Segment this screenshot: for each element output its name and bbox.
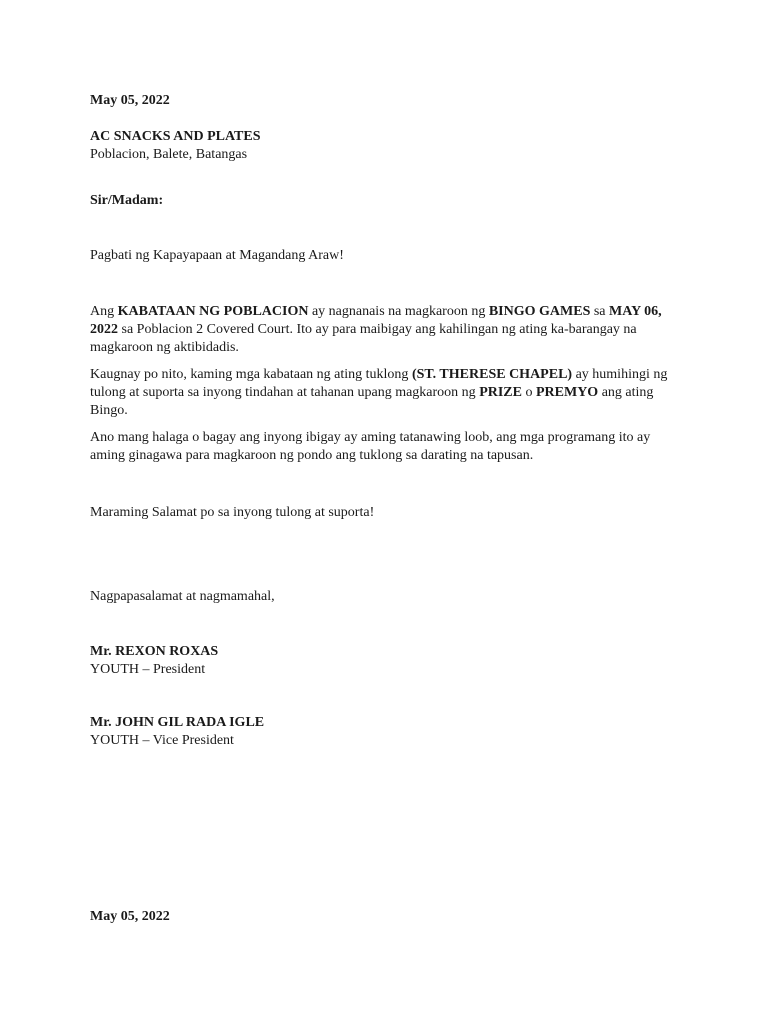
paragraph-2: Kaugnay po nito, kaming mga kabataan ng ating tuklong (ST. THERESE CHAPEL) ay humihingi ng tulong at suporta sa inyong tindahan at tahanan upang magkaroon ng PRIZE o PREMYO ang ating Bingo.: [90, 367, 668, 418]
event-date: MAY 06, 2022: [90, 304, 662, 337]
organization-name: KABATAAN NG POBLACION: [117, 304, 309, 319]
paragraph-1: Ang KABATAAN NG POBLACION ay nagnanais na magkaroon ng BINGO GAMES sa MAY 06, 2022 sa Poblacion 2 Covered Court. Ito ay para maibigay ang kahilingan ng ating ka-barangay na magkaroon ng aktibidadis.: [90, 304, 662, 355]
thanks-line: Maraming Salamat po sa inyong tulong at suporta!: [90, 505, 375, 520]
event-name: BINGO GAMES: [488, 304, 591, 319]
prize-word: PRIZE: [479, 385, 522, 400]
signatory-name: Mr. REXON ROXAS: [90, 644, 219, 659]
chapel-name: (ST. THERESE CHAPEL): [411, 367, 573, 382]
paragraph-3: Ano mang halaga o bagay ang inyong ibigay ay aming tatanawing loob, ang mga programang ito ay aming ginagawa para magkaroon ng pondo ang tuklong sa darating na tapusan.: [90, 430, 651, 463]
signatory-name: Mr. JOHN GIL RADA IGLE: [90, 715, 265, 730]
next-page-date: May 05, 2022: [90, 909, 170, 924]
salutation: Sir/Madam:: [90, 193, 164, 208]
closing-line: Nagpapasalamat at nagmamahal,: [90, 589, 275, 604]
signatory-title: YOUTH – President: [90, 662, 206, 677]
letter-date: May 05, 2022: [90, 93, 170, 108]
recipient-address: Poblacion, Balete, Batangas: [90, 147, 248, 162]
recipient-name: AC SNACKS AND PLATES: [90, 129, 261, 144]
signatory-title: YOUTH – Vice President: [90, 733, 234, 748]
greeting: Pagbati ng Kapayapaan at Magandang Araw!: [90, 248, 344, 263]
premyo-word: PREMYO: [535, 385, 599, 400]
